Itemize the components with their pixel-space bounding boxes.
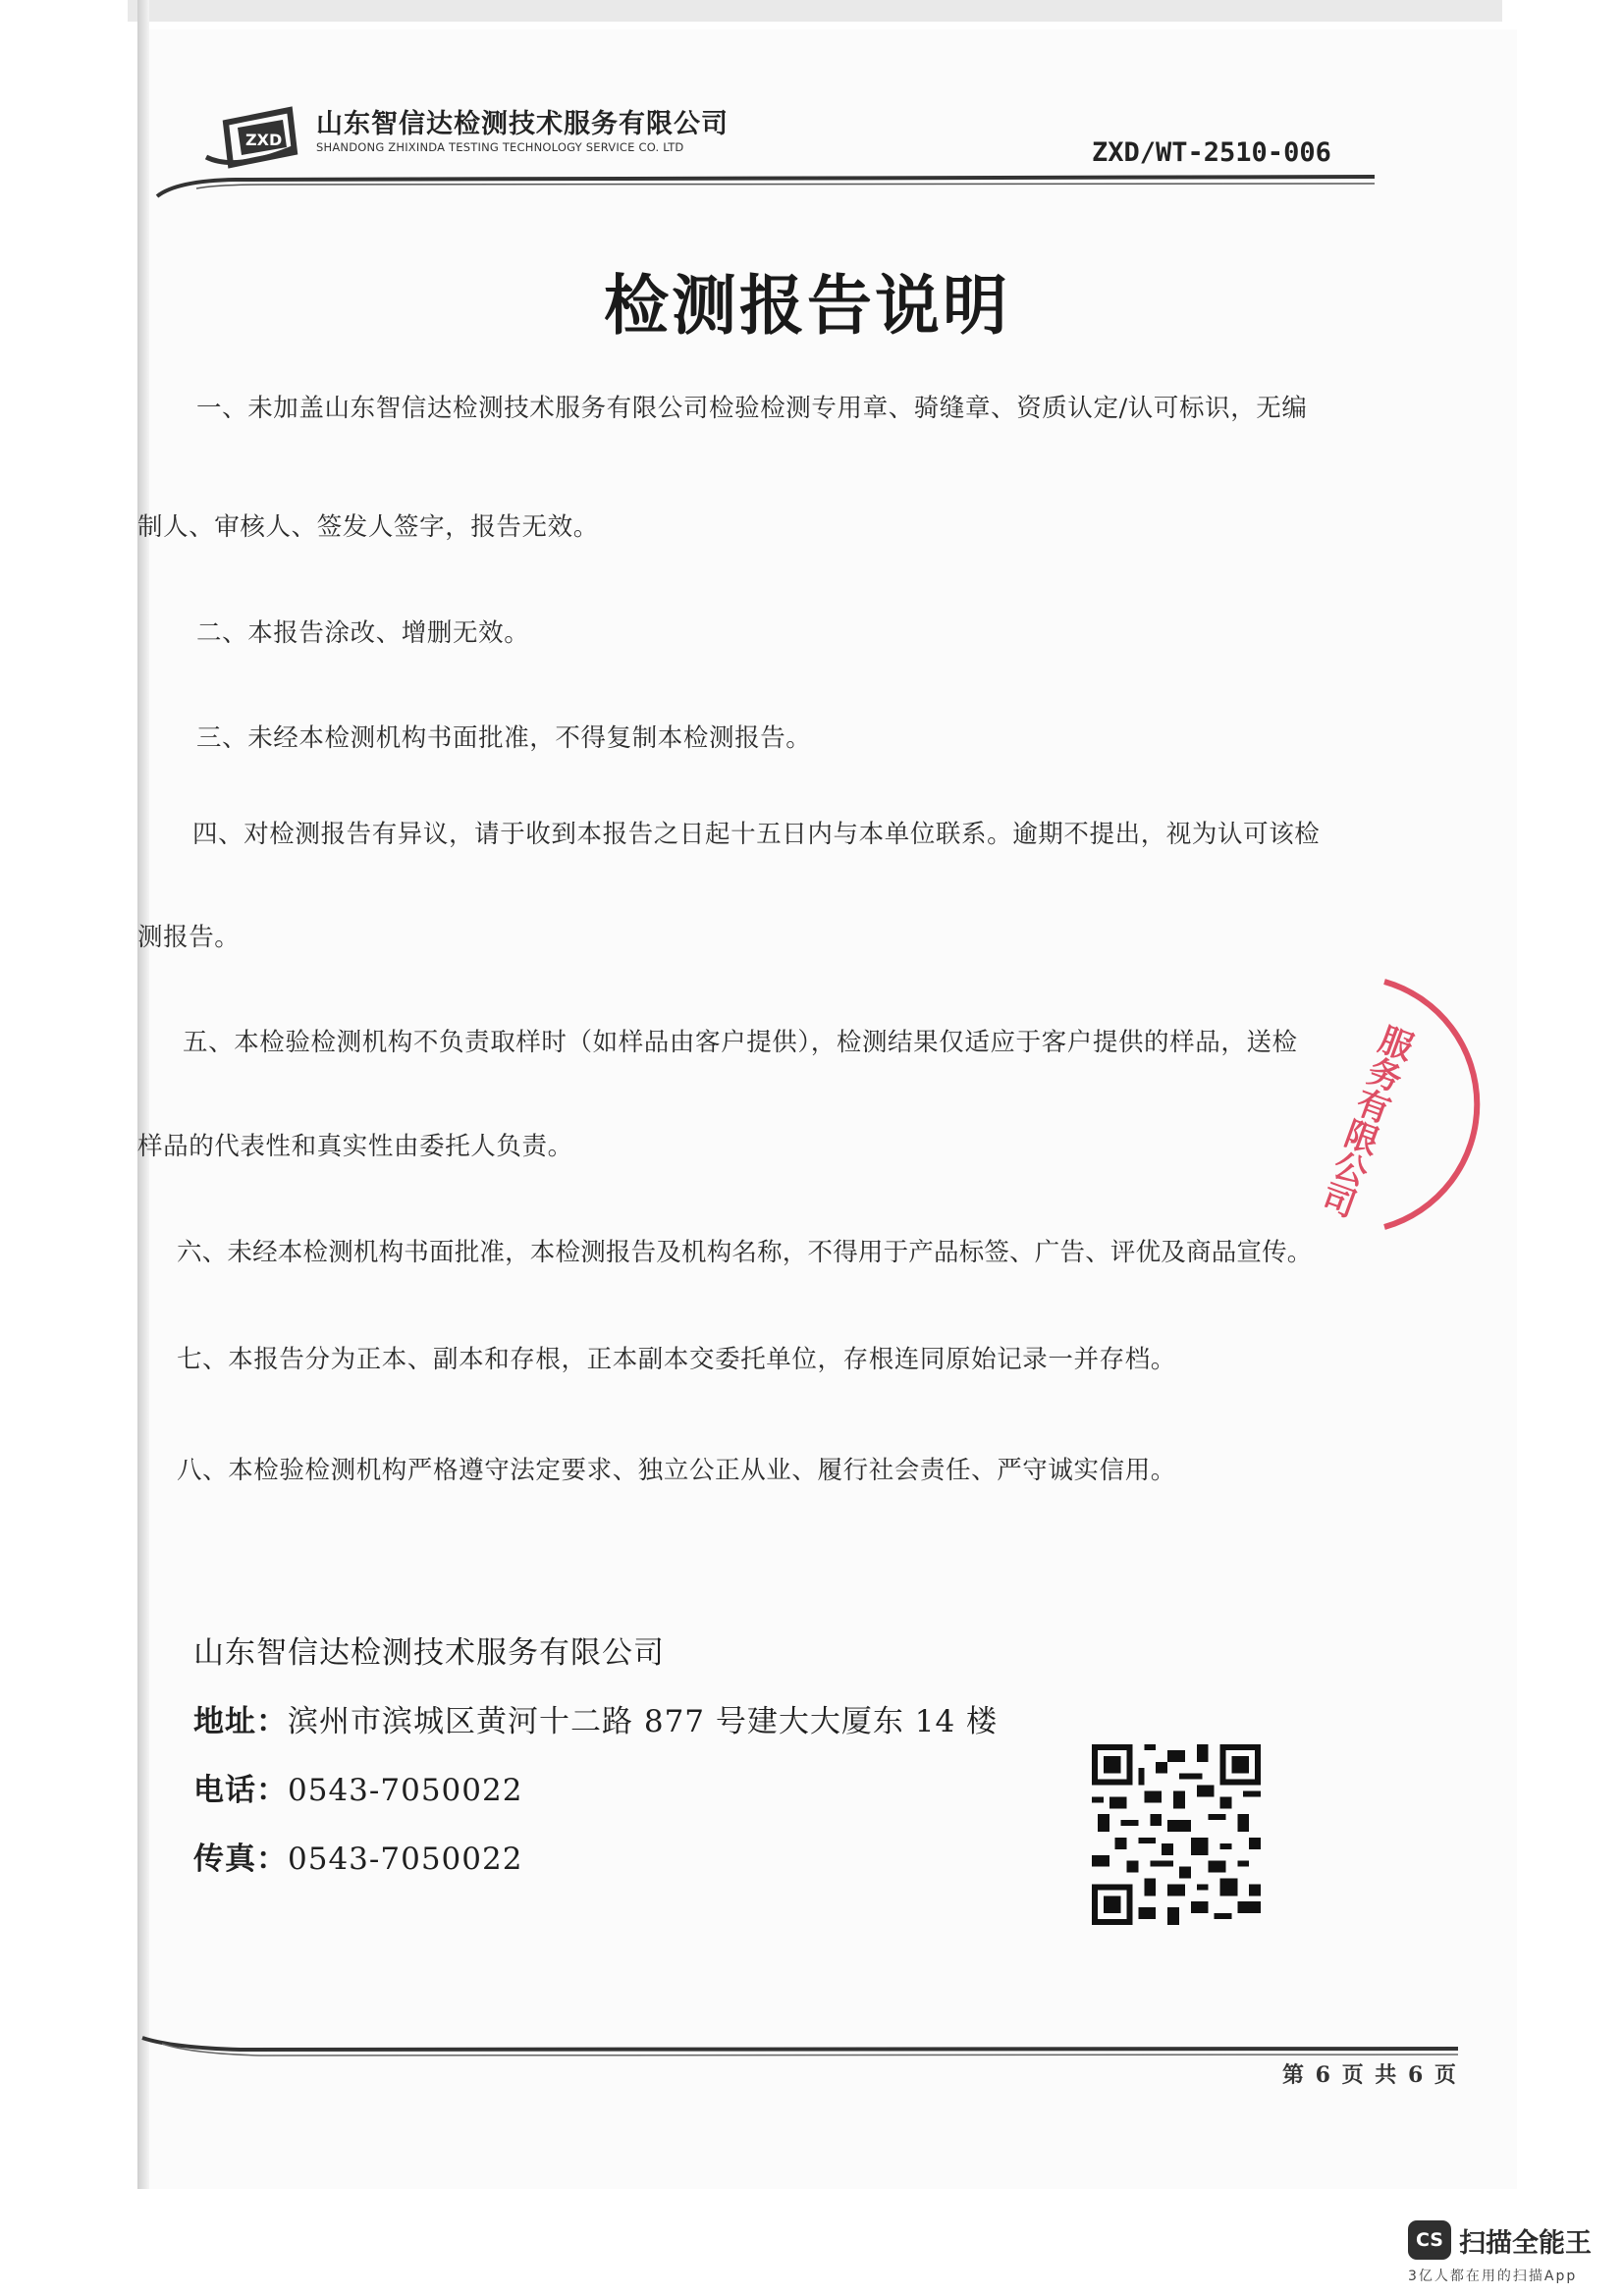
clause-3: 三、未经本检测机构书面批准，不得复制本检测报告。: [196, 723, 812, 753]
document-number: ZXD/WT-2510-006: [1092, 137, 1331, 168]
seal-text: 服务有限公司: [1312, 1019, 1418, 1221]
contact-fax: [193, 1834, 522, 1878]
clause-6: 六、未经本检测机构书面批准，本检测报告及机构名称，不得用于产品标签、广告、评优及商品宣传。: [177, 1238, 1313, 1267]
contact-address: [193, 1696, 998, 1740]
clause-8: 八、本检验检测机构严格遵守法定要求、独立公正从业、履行社会责任、严守诚实信用。: [177, 1456, 1176, 1485]
camscanner-logo-icon: CS: [1408, 2220, 1451, 2260]
watermark-tagline: 3亿人都在用的扫描App: [1408, 2269, 1578, 2284]
company-name-en: SHANDONG ZHIXINDA TESTING TECHNOLOGY SERVICE CO. LTD: [316, 140, 684, 154]
qr-code-icon: [1092, 1744, 1261, 1925]
clause-7: 七、本报告分为正本、副本和存根，正本副本交委托单位，存根连同原始记录一并存档。: [177, 1345, 1176, 1374]
company-name-cn: 山东智信达检测技术服务有限公司: [316, 109, 729, 139]
address-label: 地址：: [193, 1704, 288, 1739]
phone-label: 电话：: [193, 1773, 288, 1808]
clause-1-line-1: 一、未加盖山东智信达检测技术服务有限公司检验检测专用章、骑缝章、资质认定/认可标识，无编: [196, 394, 1308, 423]
contact-company: 山东智信达检测技术服务有限公司: [193, 1635, 665, 1671]
contact-phone: [193, 1765, 522, 1809]
logo-text: ZXD: [245, 131, 283, 149]
scanner-watermark: [1404, 2218, 1610, 2287]
phone-value: 0543-7050022: [288, 1773, 523, 1808]
clause-5-line-1: 五、本检验检测机构不负责取样时（如样品由客户提供），检测结果仅适应于客户提供的样品，送检: [183, 1028, 1298, 1057]
page-number: 第 6 页 共 6 页: [1282, 2062, 1458, 2088]
watermark-app-name: 扫描全能王: [1459, 2228, 1592, 2259]
red-seal-stamp: [1312, 972, 1502, 1237]
address-value: 滨州市滨城区黄河十二路 877 号建大大厦东 14 楼: [288, 1704, 999, 1739]
scan-left-shadow: [137, 0, 149, 2189]
company-logo-icon: [196, 98, 324, 177]
clause-1-line-2: 制人、审核人、签发人签字，报告无效。: [137, 512, 599, 542]
header-divider: [157, 175, 1375, 198]
clause-4-line-1: 四、对检测报告有异议，请于收到本报告之日起十五日内与本单位联系。逾期不提出，视为认可该检: [192, 820, 1321, 849]
fax-value: 0543-7050022: [288, 1842, 523, 1877]
scan-top-edge: [128, 0, 1502, 22]
footer-divider: [142, 2028, 1458, 2057]
page-title: 检测报告说明: [604, 267, 1010, 344]
clause-5-line-2: 样品的代表性和真实性由委托人负责。: [137, 1132, 573, 1161]
fax-label: 传真：: [193, 1842, 288, 1877]
clause-2: 二、本报告涂改、增删无效。: [196, 618, 530, 648]
clause-4-line-2: 测报告。: [137, 923, 241, 952]
